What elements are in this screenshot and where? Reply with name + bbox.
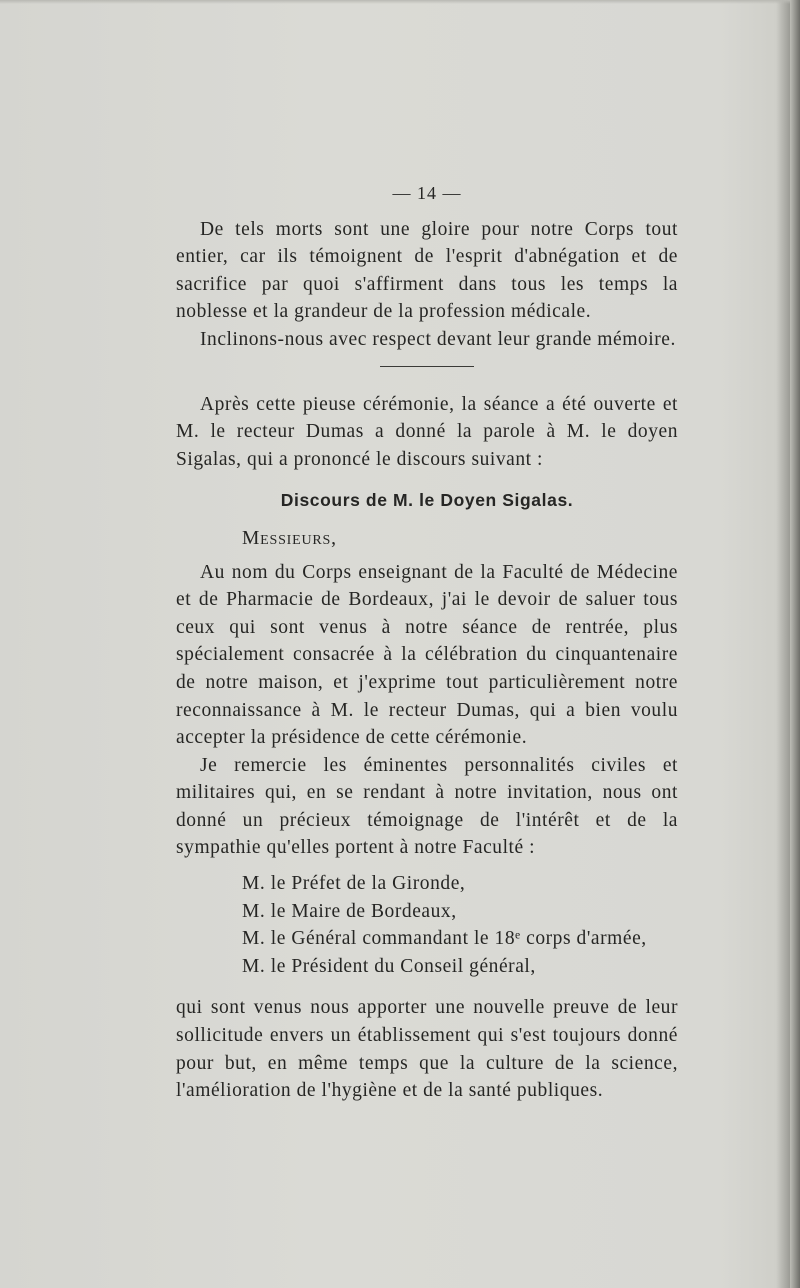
paragraph-transition: Après cette pieuse cérémonie, la séance a été ouverte et M. le recteur Dumas a donné la parole à M. le doyen Sigalas, qui a prononcé le discours suivant : [176,393,678,470]
dignitaries-list [242,870,678,980]
section-divider [380,366,474,367]
list-item: M. le Général commandant le 18ᵉ corps d'armée, [242,928,647,950]
page-top-edge [0,0,800,4]
speech-heading: Discours de M. le Doyen Sigalas. [280,490,574,511]
page-content [176,180,678,1105]
paragraph-speech-thanks: Je remercie les éminentes personnalités civiles et militaires qui, en se rendant à notre invitation, nous ont donné un précieux témoignage de l'intérêt et de la sympathie qu'elles portent à notre Faculté : [176,754,678,859]
page-number: — 14 — [392,183,462,203]
list-item: M. le Président du Conseil général, [242,955,536,977]
salutation: Messieurs, [242,527,337,549]
page-binding-edge [790,0,800,1288]
paragraph-tribute: De tels morts sont une gloire pour notre Corps tout entier, car ils témoignent de l'esprit d'abnégation et de sacrifice par quoi s'affirment dans tous les temps la noblesse et la grandeur de la profession médicale. [176,218,678,323]
list-item: M. le Maire de Bordeaux, [242,900,457,922]
paragraph-inclinons: Inclinons-nous avec respect devant leur grande mémoire. [200,328,676,350]
paragraph-closing: qui sont venus nous apporter une nouvelle preuve de leur sollicitude envers un établissement qui s'est toujours donné pour but, en même temps que la culture de la science, l'amélioration de l'hygiène et de la santé publiques. [176,997,678,1102]
paragraph-speech-opening: Au nom du Corps enseignant de la Faculté de Médecine et de Pharmacie de Bordeaux, j'ai le devoir de saluer tous ceux qui sont venus à notre séance de rentrée, plus spécialement consacrée à la célébration du cinquantenaire de notre maison, et j'exprime tout particulièrement notre reconnaissance à M. le recteur Dumas, qui a bien voulu accepter la présidence de cette cérémonie. [176,561,678,749]
list-item: M. le Préfet de la Gironde, [242,873,466,895]
